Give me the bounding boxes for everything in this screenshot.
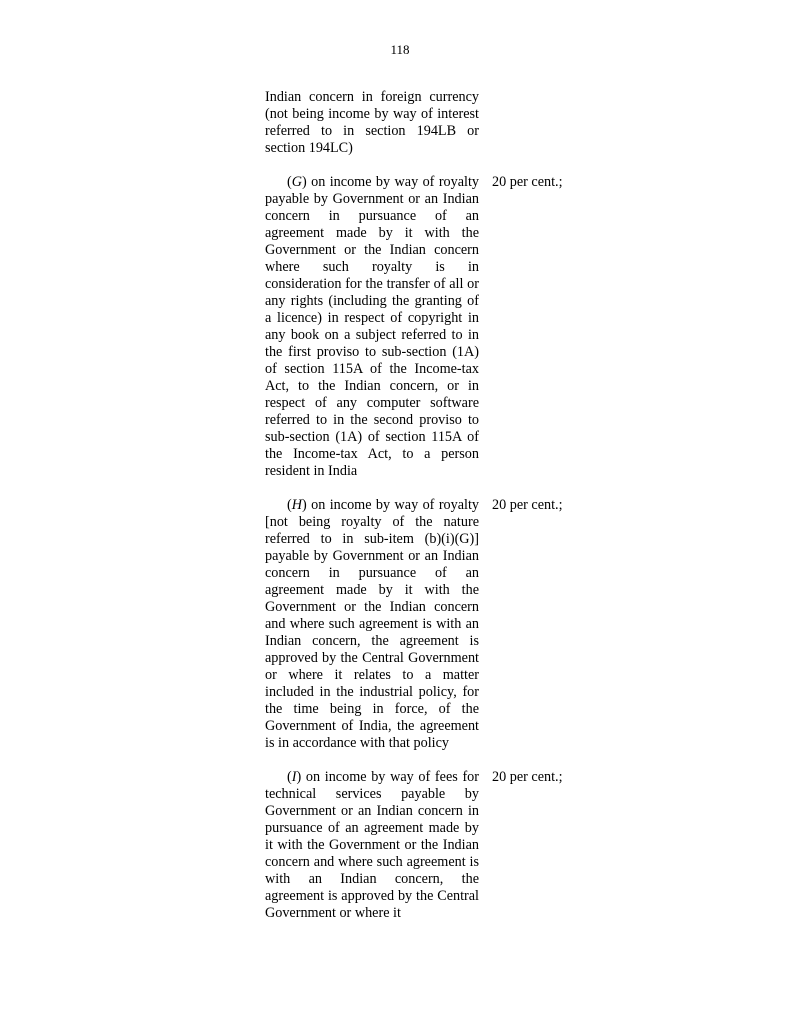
item-label: I [291,769,297,785]
entry-rate: 20 per cent.; [492,497,563,513]
entry-body: on income by way of royalty payable by Government or an Indian concern in pursuance of an agreement made by it with the Government or the Indian concern where such royalty is in consideration for the transfer of all or any rights (including the granting of a licence) in respect of copyright in any book on a subject referred to in the first proviso to sub-section (1A) of section 115A of the Income-tax Act, to the Indian concern, or in respect of any computer software referred to in the second proviso to sub-section (1A) of section 115A of the Income-tax Act, to a person resident in India [265,174,479,479]
entry-G [265,174,585,480]
rate-schedule [265,89,585,922]
entry-text: (I) on income by way of fees for technical services payable by Government or an Indian concern in pursuance of an agreement made by it with the Government or the Indian concern and where such agreement is with an Indian concern, the agreement is approved by the Central Government or where it [265,769,479,921]
entry-body: on income by way of fees for technical services payable by Government or an Indian concern in pursuance of an agreement made by it with the Government or the Indian concern and where such agreement is with an Indian concern, the agreement is approved by the Central Government or where it [265,769,479,921]
entry-rate: 20 per cent.; [492,174,563,190]
entry-body: on income by way of royalty [not being royalty of the nature referred to in sub-item (b)(i)(G)] payable by Government or an Indian concern in pursuance of an agreement made by it with the Government or the Indian concern and where such agreement is with an Indian concern, the agreement is approved by the Central Government or where it relates to a matter included in the industrial policy, for the time being in force, of the Government of India, the agreement is in accordance with that policy [265,497,479,751]
entry-text: (H) on income by way of royalty [not being royalty of the nature referred to in sub-item (b)(i)(G)] payable by Government or an Indian concern in pursuance of an agreement made by it with the Government or the Indian concern and where such agreement is with an Indian concern, the agreement is approved by the Central Government or where it relates to a matter included in the industrial policy, for the time being in force, of the Government of India, the agreement is in accordance with that policy [265,497,479,751]
entry-text: Indian concern in foreign currency (not being income by way of interest referred to in section 194LB or section 194LC) [265,89,479,156]
entry-I [265,769,585,922]
entry-rate: 20 per cent.; [492,769,563,785]
entry-text: (G) on income by way of royalty payable by Government or an Indian concern in pursuance of an agreement made by it with the Government or the Indian concern where such royalty is in consideration for the transfer of all or any rights (including the granting of a licence) in respect of copyright in any book on a subject referred to in the first proviso to sub-section (1A) of section 115A of the Income-tax Act, to the Indian concern, or in respect of any computer software referred to in the second proviso to sub-section (1A) of section 115A of the Income-tax Act, to a person resident in India [265,174,479,479]
entry-H [265,497,585,752]
entry-continuation [265,89,585,157]
item-label: G [291,174,302,190]
item-label: H [291,497,302,513]
page-number: 118 [390,42,410,57]
